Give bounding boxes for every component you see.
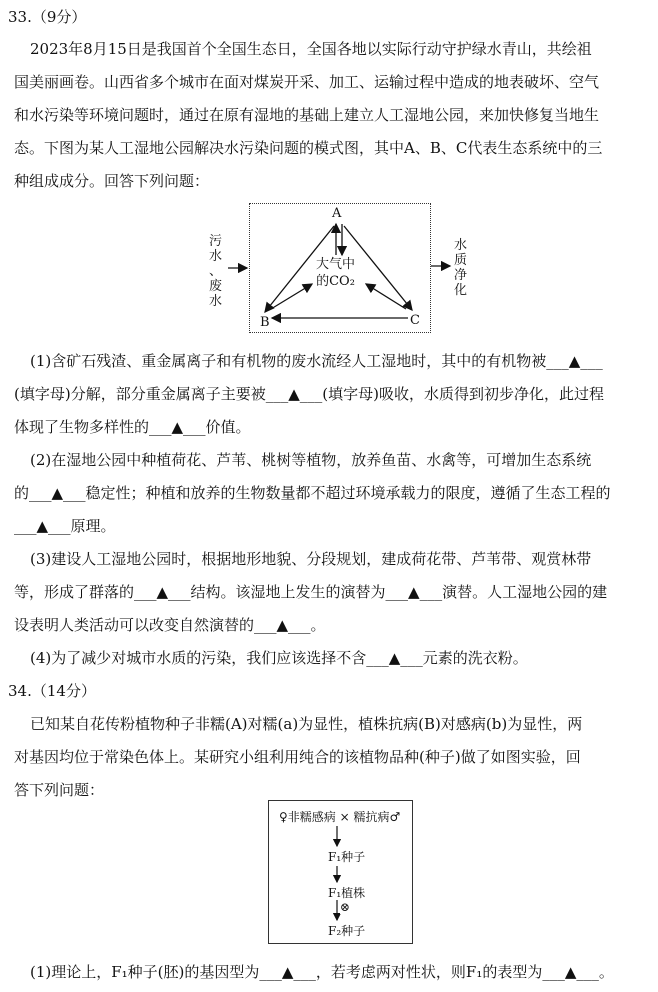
parental-cross: ♀非糯感病 × 糯抗病♂ xyxy=(279,810,401,824)
q33-sub1-line: (1)含矿石残渣、重金属离子和有机物的废水流经人工湿地时，其中的有机物被___▲___ xyxy=(30,352,603,370)
q33-sub4-line: (4)为了减少对城市水质的污染，我们应该选择不含___▲___元素的洗衣粉。 xyxy=(30,649,528,667)
node-c: C xyxy=(410,313,420,328)
q33-sub2-line: 的___▲___稳定性；种植和放养的生物数量都不超过环境承载力的限度，遵循了生态工程的 xyxy=(14,484,611,502)
atmosphere-co2-label: 大气中 的CO₂ xyxy=(316,257,356,289)
q33-intro-line: 2023年8月15日是我国首个全国生态日，全国各地以实际行动守护绿水青山，共绘祖 xyxy=(30,40,592,58)
f1-plant-label: F₁植株 xyxy=(328,886,366,900)
wastewater-label: 污 水 、 废 水 xyxy=(209,234,223,309)
f2-seed-label: F₂种子 xyxy=(328,924,366,938)
node-a: A xyxy=(332,206,342,221)
q34-intro-line: 对基因均位于常染色体上。某研究小组利用纯合的该植物品种(种子)做了如图实验，回 xyxy=(14,748,581,766)
f1-seed-label: F₁种子 xyxy=(328,850,366,864)
q34-sub1-line: (1)理论上，F₁种子(胚)的基因型为___▲___，若考虑两对性状，则F₁的表型为___▲___。 xyxy=(30,963,614,981)
node-b: B xyxy=(260,315,270,330)
q33-sub1-line: (填字母)分解，部分重金属离子主要被___▲___(填字母)吸收，水质得到初步净化，此过程 xyxy=(14,385,604,403)
q33-sub3-line: 设表明人类活动可以改变自然演替的___▲___。 xyxy=(14,616,326,634)
q33-sub3-line: 等，形成了群落的___▲___结构。该湿地上发生的演替为___▲___演替。人工湿地公园的建 xyxy=(14,583,608,601)
q33-sub1-line: 体现了生物多样性的___▲___价值。 xyxy=(14,418,251,436)
q34-intro-line: 已知某自花传粉植物种子非糯(A)对糯(a)为显性，植株抗病(B)对感病(b)为显性，两 xyxy=(30,715,583,733)
water-purified-label: 水 质 净 化 xyxy=(454,238,468,298)
q33-sub2-line: (2)在湿地公园中种植荷花、芦苇、桃树等植物，放养鱼苗、水禽等，可增加生态系统 xyxy=(30,451,592,469)
q33-sub2-line: ___▲___原理。 xyxy=(14,517,116,535)
q33-intro-line: 态。下图为某人工湿地公园解决水污染问题的模式图，其中A、B、C代表生态系统中的三 xyxy=(14,139,603,157)
q33-header: 33.（9分） xyxy=(8,8,87,26)
q34-intro-line: 答下列问题： xyxy=(14,781,105,799)
q34-header: 34.（14分） xyxy=(8,682,96,700)
q33-intro-line: 种组成成分。回答下列问题： xyxy=(14,172,210,190)
q33-intro-line: 国美丽画卷。山西省多个城市在面对煤炭开采、加工、运输过程中造成的地表破坏、空气 xyxy=(14,73,600,91)
selfing-symbol: ⊗ xyxy=(340,900,351,914)
q33-sub3-line: (3)建设人工湿地公园时，根据地形地貌、分段规划，建成荷花带、芦苇带、观赏林带 xyxy=(30,550,592,568)
q33-intro-line: 和水污染等环境问题时，通过在原有湿地的基础上建立人工湿地公园，来加快修复当地生 xyxy=(14,106,600,124)
